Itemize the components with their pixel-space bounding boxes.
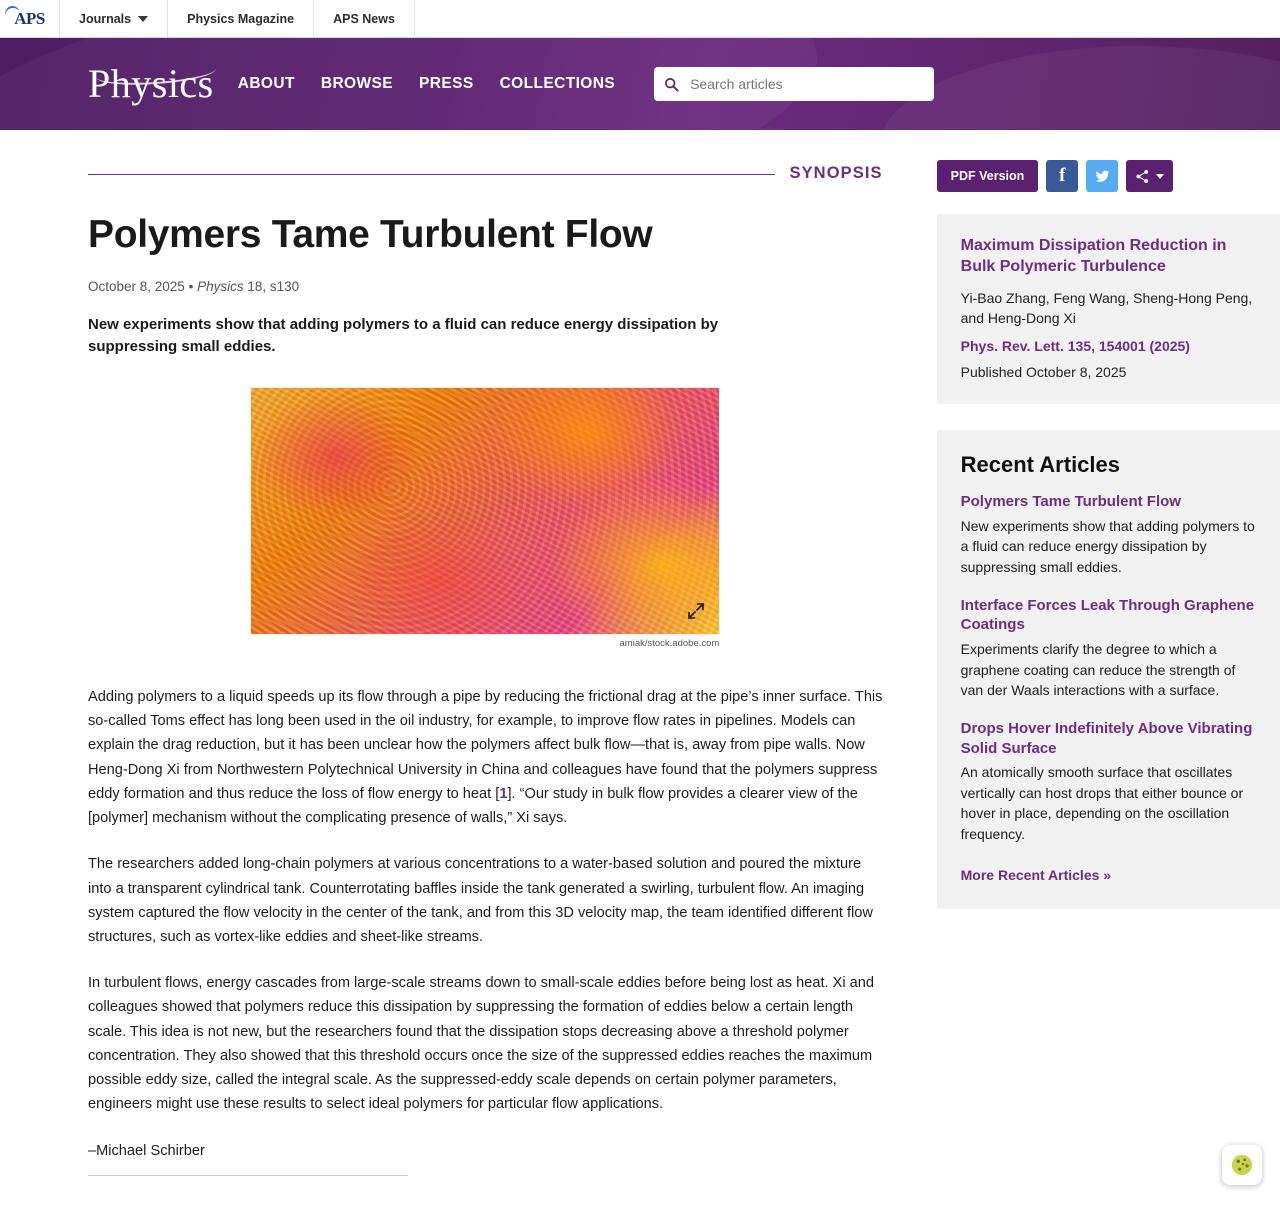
article-kicker-row (88, 164, 883, 183)
list-item (961, 492, 1256, 578)
reference-card (937, 214, 1280, 404)
more-recent-articles-link[interactable]: More Recent Articles » (960, 866, 1112, 883)
list-item (961, 719, 1256, 845)
article-figure-wrap (88, 388, 883, 649)
search-icon (664, 77, 679, 92)
article-journal: Physics (197, 278, 244, 294)
physics-brand-logo[interactable] (88, 61, 214, 106)
recent-article-desc: Experiments clarify the degree to which a graphene coating can reduce the strength of van der Waals interactions with a surface. (960, 640, 1236, 699)
top-nav-label-aps-news: APS News (333, 11, 395, 26)
paragraph-1-tail: ]. “Our study in bulk flow provides a clearer view of the [polymer] mechanism without the complicating presence of walls,” Xi says. (88, 785, 858, 827)
paragraph-1-text: Adding polymers to a liquid speeds up its flow through a pipe by reducing the frictional drag at the pipe’s inner surface. This so-called Toms effect has long been used in the oil industry, for example, to improve flow rates in pipelines. Models can explain the drag reduction, but it has been unclear how the polymers affect bulk flow—that is, away from pipe walls. Now Heng-Dong Xi from Northwestern Polytechnical University in China and colleagues have found that the polymers suppress eddy formation and thus reduce the loss of flow energy to heat [ (88, 689, 883, 802)
list-item (961, 596, 1256, 701)
article-date: October 8, 2025 (88, 278, 185, 294)
share-icon (1135, 169, 1150, 184)
reference-published: Published October 8, 2025 (960, 364, 1127, 381)
recent-article-title[interactable]: Polymers Tame Turbulent Flow (960, 493, 1181, 511)
article-volume-page: 18, s130 (247, 278, 300, 294)
meta-separator: • (188, 278, 194, 294)
article-kicker: SYNOPSIS (789, 164, 883, 182)
recent-article-title[interactable]: Drops Hover Indefinitely Above Vibrating Solid Surface (960, 720, 1253, 757)
page-title: Polymers Tame Turbulent Flow (88, 213, 653, 256)
content-divider (88, 1175, 408, 1176)
nav-item-press[interactable]: PRESS (419, 75, 474, 92)
twitter-icon[interactable] (1086, 160, 1118, 192)
share-button[interactable] (1126, 160, 1173, 192)
recent-articles-heading: Recent Articles (960, 452, 1121, 478)
article-figure[interactable] (251, 388, 719, 634)
recent-articles-card (937, 430, 1280, 909)
top-nav-label-physics-magazine: Physics Magazine (187, 11, 295, 26)
share-toolbar (937, 160, 1280, 192)
reference-title[interactable]: Maximum Dissipation Reduction in Bulk Polymeric Turbulence (960, 237, 1227, 275)
article-content (88, 130, 883, 1176)
twitter-bird-icon (1094, 168, 1111, 185)
search-input[interactable] (688, 75, 924, 93)
nav-item-about[interactable]: ABOUT (237, 75, 295, 92)
reference-citation[interactable]: Phys. Rev. Lett. 135, 154001 (2025) (960, 338, 1190, 355)
chevron-down-icon (138, 16, 148, 22)
facebook-icon[interactable]: f (1046, 160, 1078, 192)
top-utility-bar (0, 0, 1280, 38)
page-body (0, 130, 1280, 1176)
main-nav (238, 75, 615, 93)
kicker-rule (88, 174, 775, 175)
recent-article-desc: New experiments show that adding polymers to a fluid can reduce energy dissipation by suppressing small eddies. (960, 517, 1255, 576)
cookie-icon (1230, 1153, 1254, 1177)
chevron-down-icon (1156, 174, 1164, 179)
site-masthead (0, 38, 1280, 130)
figure-credit: amiak/stock.adobe.com (619, 638, 720, 650)
aps-logo-text: APS (14, 8, 45, 28)
article-paragraph-2: The researchers added long-chain polymers at various concentrations to a water-based solution and poured the mixture into a transparent cylindrical tank. Counterrotating baffles inside the tank generated a swirling, turbulent flow. An imaging system captured the flow velocity in the center of the tank, and from this 3D velocity map, the team identified different flow structures, such as vortex-like eddies and sheet-like streams. (88, 856, 873, 946)
sidebar (937, 130, 1280, 1176)
article-byline: –Michael Schirber (88, 1142, 205, 1159)
recent-article-desc: An atomically smooth surface that oscillates vertically can host drops that either bounce or hover in place, depending on the oscillation frequency. (960, 764, 1244, 843)
reference-authors: Yi-Bao Zhang, Feng Wang, Sheng-Hong Peng, and Heng-Dong Xi (960, 289, 1253, 326)
article-paragraph-1 (88, 685, 883, 830)
top-nav-item-journals[interactable] (60, 0, 168, 37)
cookie-settings-button[interactable] (1222, 1145, 1262, 1185)
article-paragraph-3: In turbulent flows, energy cascades from large-scale streams down to small-scale eddies before being lost as heat. Xi and colleagues showed that polymers reduce this dissipation by suppressing the formation of eddies below a certain length scale. This idea is not new, but the researchers found that the dissipation stops decreasing above a threshold polymer concentration. They also showed that this threshold occurs once the size of the suppressed eddies reaches the maximum possible eddy size, called the integral scale. As the suppressed-eddy scale depends on certain polymer parameters, engineers might use these results to select ideal polymers for particular flow applications. (88, 975, 875, 1113)
reference-link-1[interactable]: 1 (499, 785, 508, 802)
brand-text: Physics (88, 61, 214, 106)
aps-logo[interactable] (0, 0, 60, 37)
top-nav-label-journals: Journals (79, 11, 132, 26)
article-meta (88, 279, 883, 294)
nav-item-browse[interactable]: BROWSE (320, 75, 394, 92)
article-standfirst: New experiments show that adding polymers to a fluid can reduce energy dissipation by suppressing small eddies. (88, 315, 719, 355)
top-nav-item-aps-news[interactable] (314, 0, 415, 37)
nav-item-collections[interactable]: COLLECTIONS (499, 75, 616, 92)
article-body (88, 685, 883, 1176)
pdf-version-button[interactable]: PDF Version (937, 160, 1039, 192)
top-nav-item-physics-magazine[interactable] (168, 0, 314, 37)
search-box[interactable] (654, 67, 934, 101)
top-nav (60, 0, 415, 37)
expand-icon[interactable] (687, 602, 705, 620)
recent-article-title[interactable]: Interface Forces Leak Through Graphene Coatings (960, 596, 1255, 634)
